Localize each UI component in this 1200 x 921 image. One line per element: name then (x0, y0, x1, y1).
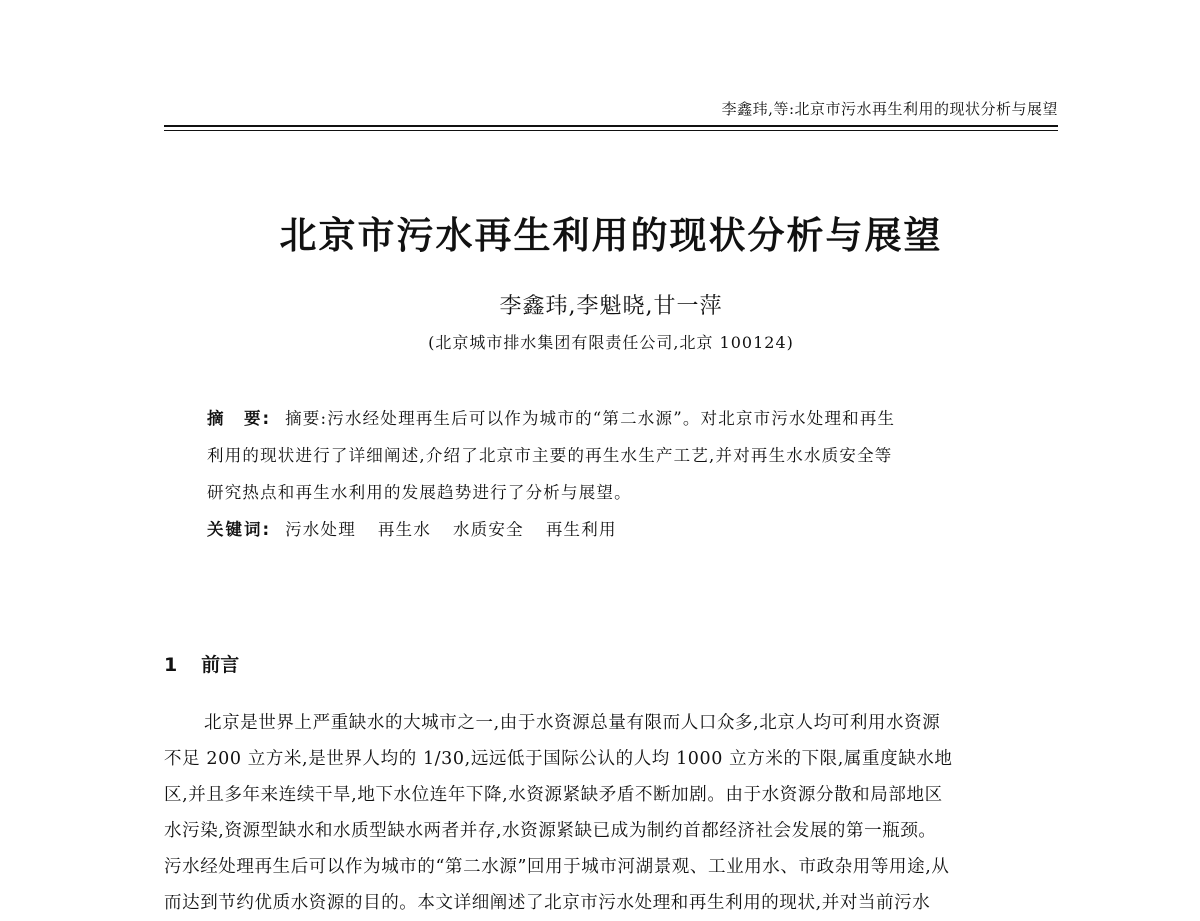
keywords-line (207, 511, 1027, 548)
body-line: 北京是世界上严重缺水的大城市之一,由于水资源总量有限而人口众多,北京人均可利用水资源 (204, 713, 941, 733)
abstract-section (207, 400, 1027, 548)
abstract-line: 利用的现状进行了详细阐述,介绍了北京市主要的再生水生产工艺,并对再生水水质安全等 (207, 446, 893, 465)
section-title: 前言 (201, 654, 240, 676)
paper-title: 北京市污水再生利用的现状分析与展望 (279, 214, 943, 257)
section-heading (164, 650, 239, 677)
body-line: 不足 200 立方米,是世界人均的 1/30,远远低于国际公认的人均 1000 立方米的下限,属重度缺水地 (164, 749, 953, 769)
body-line: 区,并且多年来连续干旱,地下水位连年下降,水资源紧缺矛盾不断加剧。由于水资源分散和局部地区 (164, 785, 943, 805)
affiliation: (北京城市排水集团有限责任公司,北京 100124) (428, 333, 794, 352)
body-line: 而达到节约优质水资源的目的。本文详细阐述了北京市污水处理和再生利用的现状,并对当前污水 (164, 893, 931, 913)
keywords-label: 关键词: (207, 520, 272, 539)
author-list: 李鑫玮,李魁晓,甘一萍 (499, 294, 723, 319)
abstract-label: 摘 要: (207, 409, 272, 428)
keyword: 再生水 (377, 520, 432, 539)
abstract-line: 研究热点和再生水利用的发展趋势进行了分析与展望。 (207, 483, 632, 502)
abstract-line (207, 400, 1027, 437)
body-paragraph (164, 705, 1058, 921)
section-number: 1 (164, 654, 178, 676)
body-line: 水污染,资源型缺水和水质型缺水两者并存,水资源紧缺已成为制约首都经济社会发展的第一瓶颈。 (164, 821, 937, 841)
keyword: 水质安全 (453, 520, 524, 539)
body-line: 污水经处理再生后可以作为城市的“第二水源”回用于城市河湖景观、工业用水、市政杂用等用途,从 (164, 857, 950, 877)
keyword: 污水处理 (285, 520, 356, 539)
keyword: 再生利用 (545, 520, 617, 539)
abstract-text: 摘要:污水经处理再生后可以作为城市的“第二水源”。对北京市污水处理和再生 (285, 409, 896, 428)
running-header: 李鑫玮,等:北京市污水再生利用的现状分析与展望 (721, 100, 1058, 118)
header-rule-secondary (164, 130, 1058, 131)
header-rule (164, 125, 1058, 127)
